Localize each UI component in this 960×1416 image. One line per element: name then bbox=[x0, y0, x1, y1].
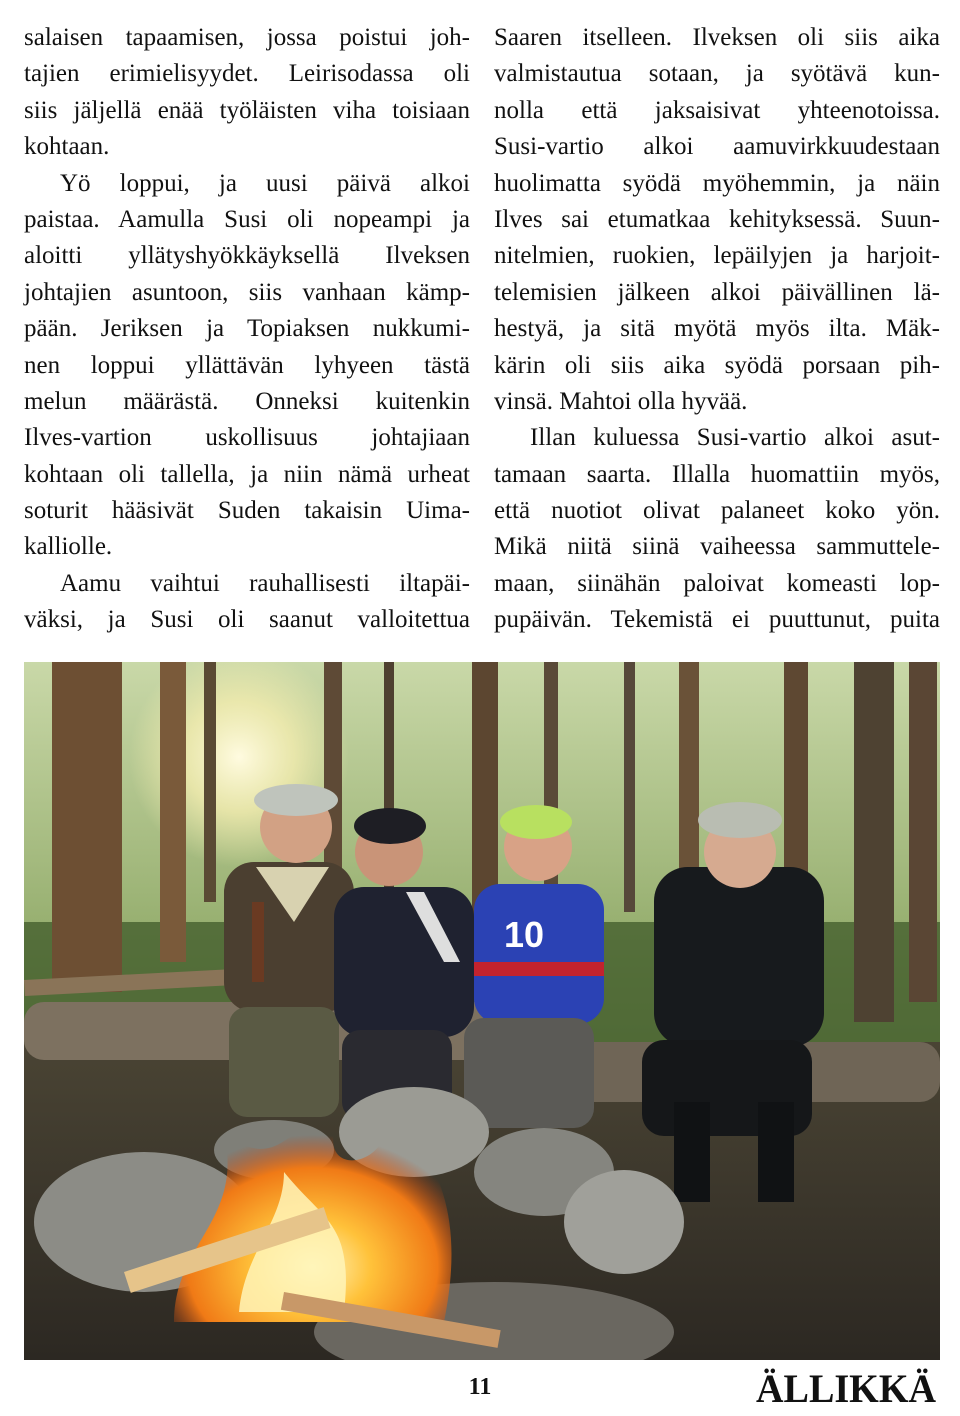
text-line: telemisien jälkeen alkoi päivällinen lä- bbox=[494, 278, 940, 306]
text-line: nen loppui yllättävän lyhyeen tästä bbox=[24, 351, 470, 379]
text-line: Saaren itselleen. Ilveksen oli siis aika bbox=[494, 24, 940, 51]
text-line: Aamu vaihtui rauhallisesti iltapäi- bbox=[60, 569, 470, 597]
text-line: paistaa. Aamulla Susi oli nopeampi ja bbox=[24, 205, 470, 233]
text-line: nitelmien, ruokien, lepäilyjen ja harjoit- bbox=[494, 242, 940, 270]
page-number: 11 bbox=[468, 1374, 492, 1400]
text-line: pupäivän. Tekemistä ei puuttunut, puita bbox=[494, 606, 940, 634]
right-text-column bbox=[494, 20, 940, 639]
jersey-number: 10 bbox=[504, 914, 545, 955]
text-line: kärin oli siis aika syödä porsaan pih- bbox=[494, 351, 940, 379]
text-line: soturit hääsivät Suden takaisin Uima- bbox=[24, 497, 470, 525]
text-line: Mikä niitä siinä vaiheessa sammuttele- bbox=[494, 533, 940, 561]
text-line: salaisen tapaamisen, jossa poistui joh- bbox=[24, 24, 470, 51]
text-line: Ilves sai etumatkaa kehityksessä. Suun- bbox=[494, 205, 940, 233]
text-line: aloitti yllätyshyökkäyksellä Ilveksen bbox=[24, 242, 470, 270]
text-line: Ilves-vartion uskollisuus johtajiaan bbox=[24, 424, 470, 452]
text-line: Susi-vartio alkoi aamuvirkkuudestaan bbox=[494, 133, 940, 161]
text-line: siis jäljellä enää työläisten viha toisiaan bbox=[24, 96, 470, 124]
text-line: Illan kuluessa Susi-vartio alkoi asut- bbox=[530, 424, 940, 452]
text-line: pään. Jeriksen ja Topiaksen nukkumi- bbox=[24, 315, 470, 343]
text-line: hestyä, ja sitä myötä myös ilta. Mäk- bbox=[494, 315, 940, 343]
text-line: kalliolle. bbox=[24, 533, 113, 561]
text-line: huolimatta syödä myöhemmin, ja näin bbox=[494, 169, 940, 197]
text-line: vinsä. Mahtoi olla hyvää. bbox=[494, 387, 748, 415]
text-line: maan, siinähän paloivat komeasti lop- bbox=[494, 569, 940, 597]
text-line: nolla että jaksaisivat yhteenotoissa. bbox=[494, 96, 940, 124]
campfire-photo bbox=[24, 662, 940, 1360]
magazine-logo bbox=[754, 1356, 940, 1410]
text-line: tamaan saarta. Illalla huomattiin myös, bbox=[494, 460, 940, 488]
text-line: Yö loppui, ja uusi päivä alkoi bbox=[60, 169, 470, 197]
text-line: melun määrästä. Onneksi kuitenkin bbox=[24, 387, 470, 415]
text-line: että nuotiot olivat palaneet koko yön. bbox=[494, 497, 940, 525]
text-line: kohtaan oli tallella, ja niin nämä urheat bbox=[24, 460, 470, 488]
left-text-column bbox=[24, 20, 470, 639]
text-line: tajien erimielisyydet. Leirisodassa oli bbox=[24, 60, 470, 88]
text-line: kohtaan. bbox=[24, 133, 110, 161]
magazine-logo-text: ÄLLIKKÄ bbox=[756, 1366, 937, 1410]
text-line: johtajien asuntoon, siis vanhaan kämp- bbox=[24, 278, 470, 306]
text-line: valmistautua sotaan, ja syötävä kun- bbox=[494, 60, 940, 88]
text-line: väksi, ja Susi oli saanut valloitettua bbox=[24, 606, 470, 634]
